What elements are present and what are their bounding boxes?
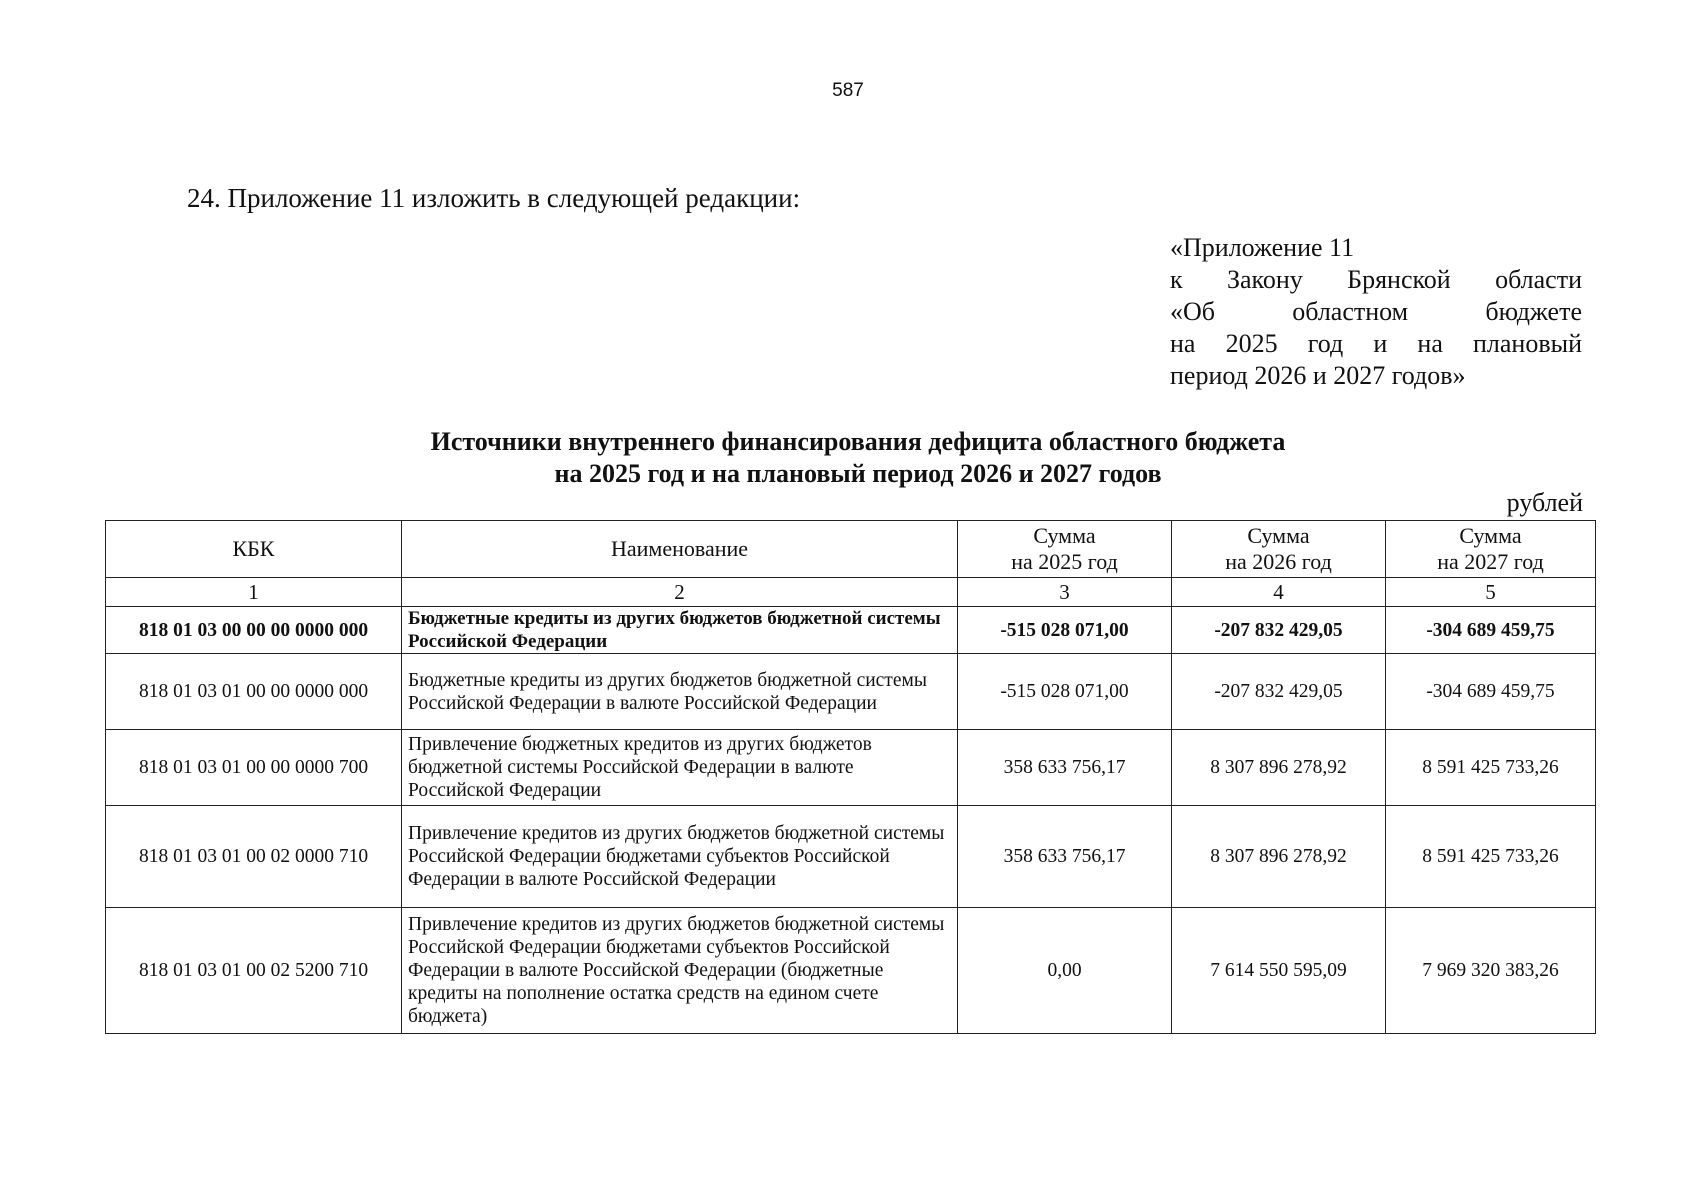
table-row [106,654,1596,730]
column-number: 2 [402,578,958,607]
table-row [106,730,1596,806]
header-name: Наименование [402,521,958,578]
table-row [106,908,1596,1034]
sum-2026-cell: 7 614 550 595,09 [1172,908,1386,1034]
sum-2026-cell: 8 307 896 278,92 [1172,730,1386,806]
column-number: 4 [1172,578,1386,607]
sum-2025-cell: -515 028 071,00 [958,654,1172,730]
sum-2027-cell: 8 591 425 733,26 [1386,806,1596,908]
sum-2027-cell: -304 689 459,75 [1386,654,1596,730]
annex-line-5: период 2026 и 2027 годов» [1170,361,1466,390]
page-number: 587 [832,80,864,101]
sum-2025-cell: 358 633 756,17 [958,806,1172,908]
kbk-cell: 818 01 03 01 00 00 0000 000 [106,654,402,730]
sum-2027-cell: -304 689 459,75 [1386,607,1596,654]
intro-paragraph: 24. Приложение 11 изложить в следующей редакции: [187,183,801,213]
title-line-2: на 2025 год и на плановый период 2026 и 2027 годов [554,459,1162,488]
column-number: 5 [1386,578,1596,607]
column-number: 3 [958,578,1172,607]
document-title [0,426,1696,490]
header-kbk: КБК [106,521,402,578]
name-cell: Привлечение бюджетных кредитов из других бюджетов бюджетной системы Российской Федерации в валюте Российской Федерации [402,730,958,806]
annex-line-1: «Приложение 11 [1170,233,1355,262]
name-cell: Бюджетные кредиты из других бюджетов бюджетной системы Российской Федерации [402,607,958,654]
table-row [106,806,1596,908]
table-header-row [106,521,1596,578]
units-label: рублей [1506,488,1583,517]
sum-2025-cell: -515 028 071,00 [958,607,1172,654]
kbk-cell: 818 01 03 01 00 00 0000 700 [106,730,402,806]
header-sum-2026: Сумма на 2026 год [1172,521,1386,578]
sum-2025-cell: 0,00 [958,908,1172,1034]
annex-reference [1170,232,1582,392]
kbk-cell: 818 01 03 00 00 00 0000 000 [106,607,402,654]
column-number-row [106,578,1596,607]
annex-line-2: к Закону Брянской области [1170,265,1582,294]
sum-2026-cell: 8 307 896 278,92 [1172,806,1386,908]
financing-sources-table [105,520,1596,1034]
name-cell: Привлечение кредитов из других бюджетов бюджетной системы Российской Федерации бюджетами субъектов Российской Федерации в валюте Российской Федерации (бюджетные кредиты на пополнение остатка средств на едином счете бюджета) [402,908,958,1034]
header-sum-2025: Сумма на 2025 год [958,521,1172,578]
column-number: 1 [106,578,402,607]
annex-line-4: на 2025 год и на плановый [1170,329,1582,358]
sum-2026-cell: -207 832 429,05 [1172,654,1386,730]
kbk-cell: 818 01 03 01 00 02 5200 710 [106,908,402,1034]
kbk-cell: 818 01 03 01 00 02 0000 710 [106,806,402,908]
table-row [106,607,1596,654]
name-cell: Бюджетные кредиты из других бюджетов бюджетной системы Российской Федерации в валюте Российской Федерации [402,654,958,730]
name-cell: Привлечение кредитов из других бюджетов бюджетной системы Российской Федерации бюджетами субъектов Российской Федерации в валюте Российской Федерации [402,806,958,908]
sum-2027-cell: 8 591 425 733,26 [1386,730,1596,806]
sum-2025-cell: 358 633 756,17 [958,730,1172,806]
sum-2027-cell: 7 969 320 383,26 [1386,908,1596,1034]
header-sum-2027: Сумма на 2027 год [1386,521,1596,578]
title-line-1: Источники внутреннего финансирования дефицита областного бюджета [430,427,1286,456]
sum-2026-cell: -207 832 429,05 [1172,607,1386,654]
annex-line-3: «Об областном бюджете [1170,297,1582,326]
